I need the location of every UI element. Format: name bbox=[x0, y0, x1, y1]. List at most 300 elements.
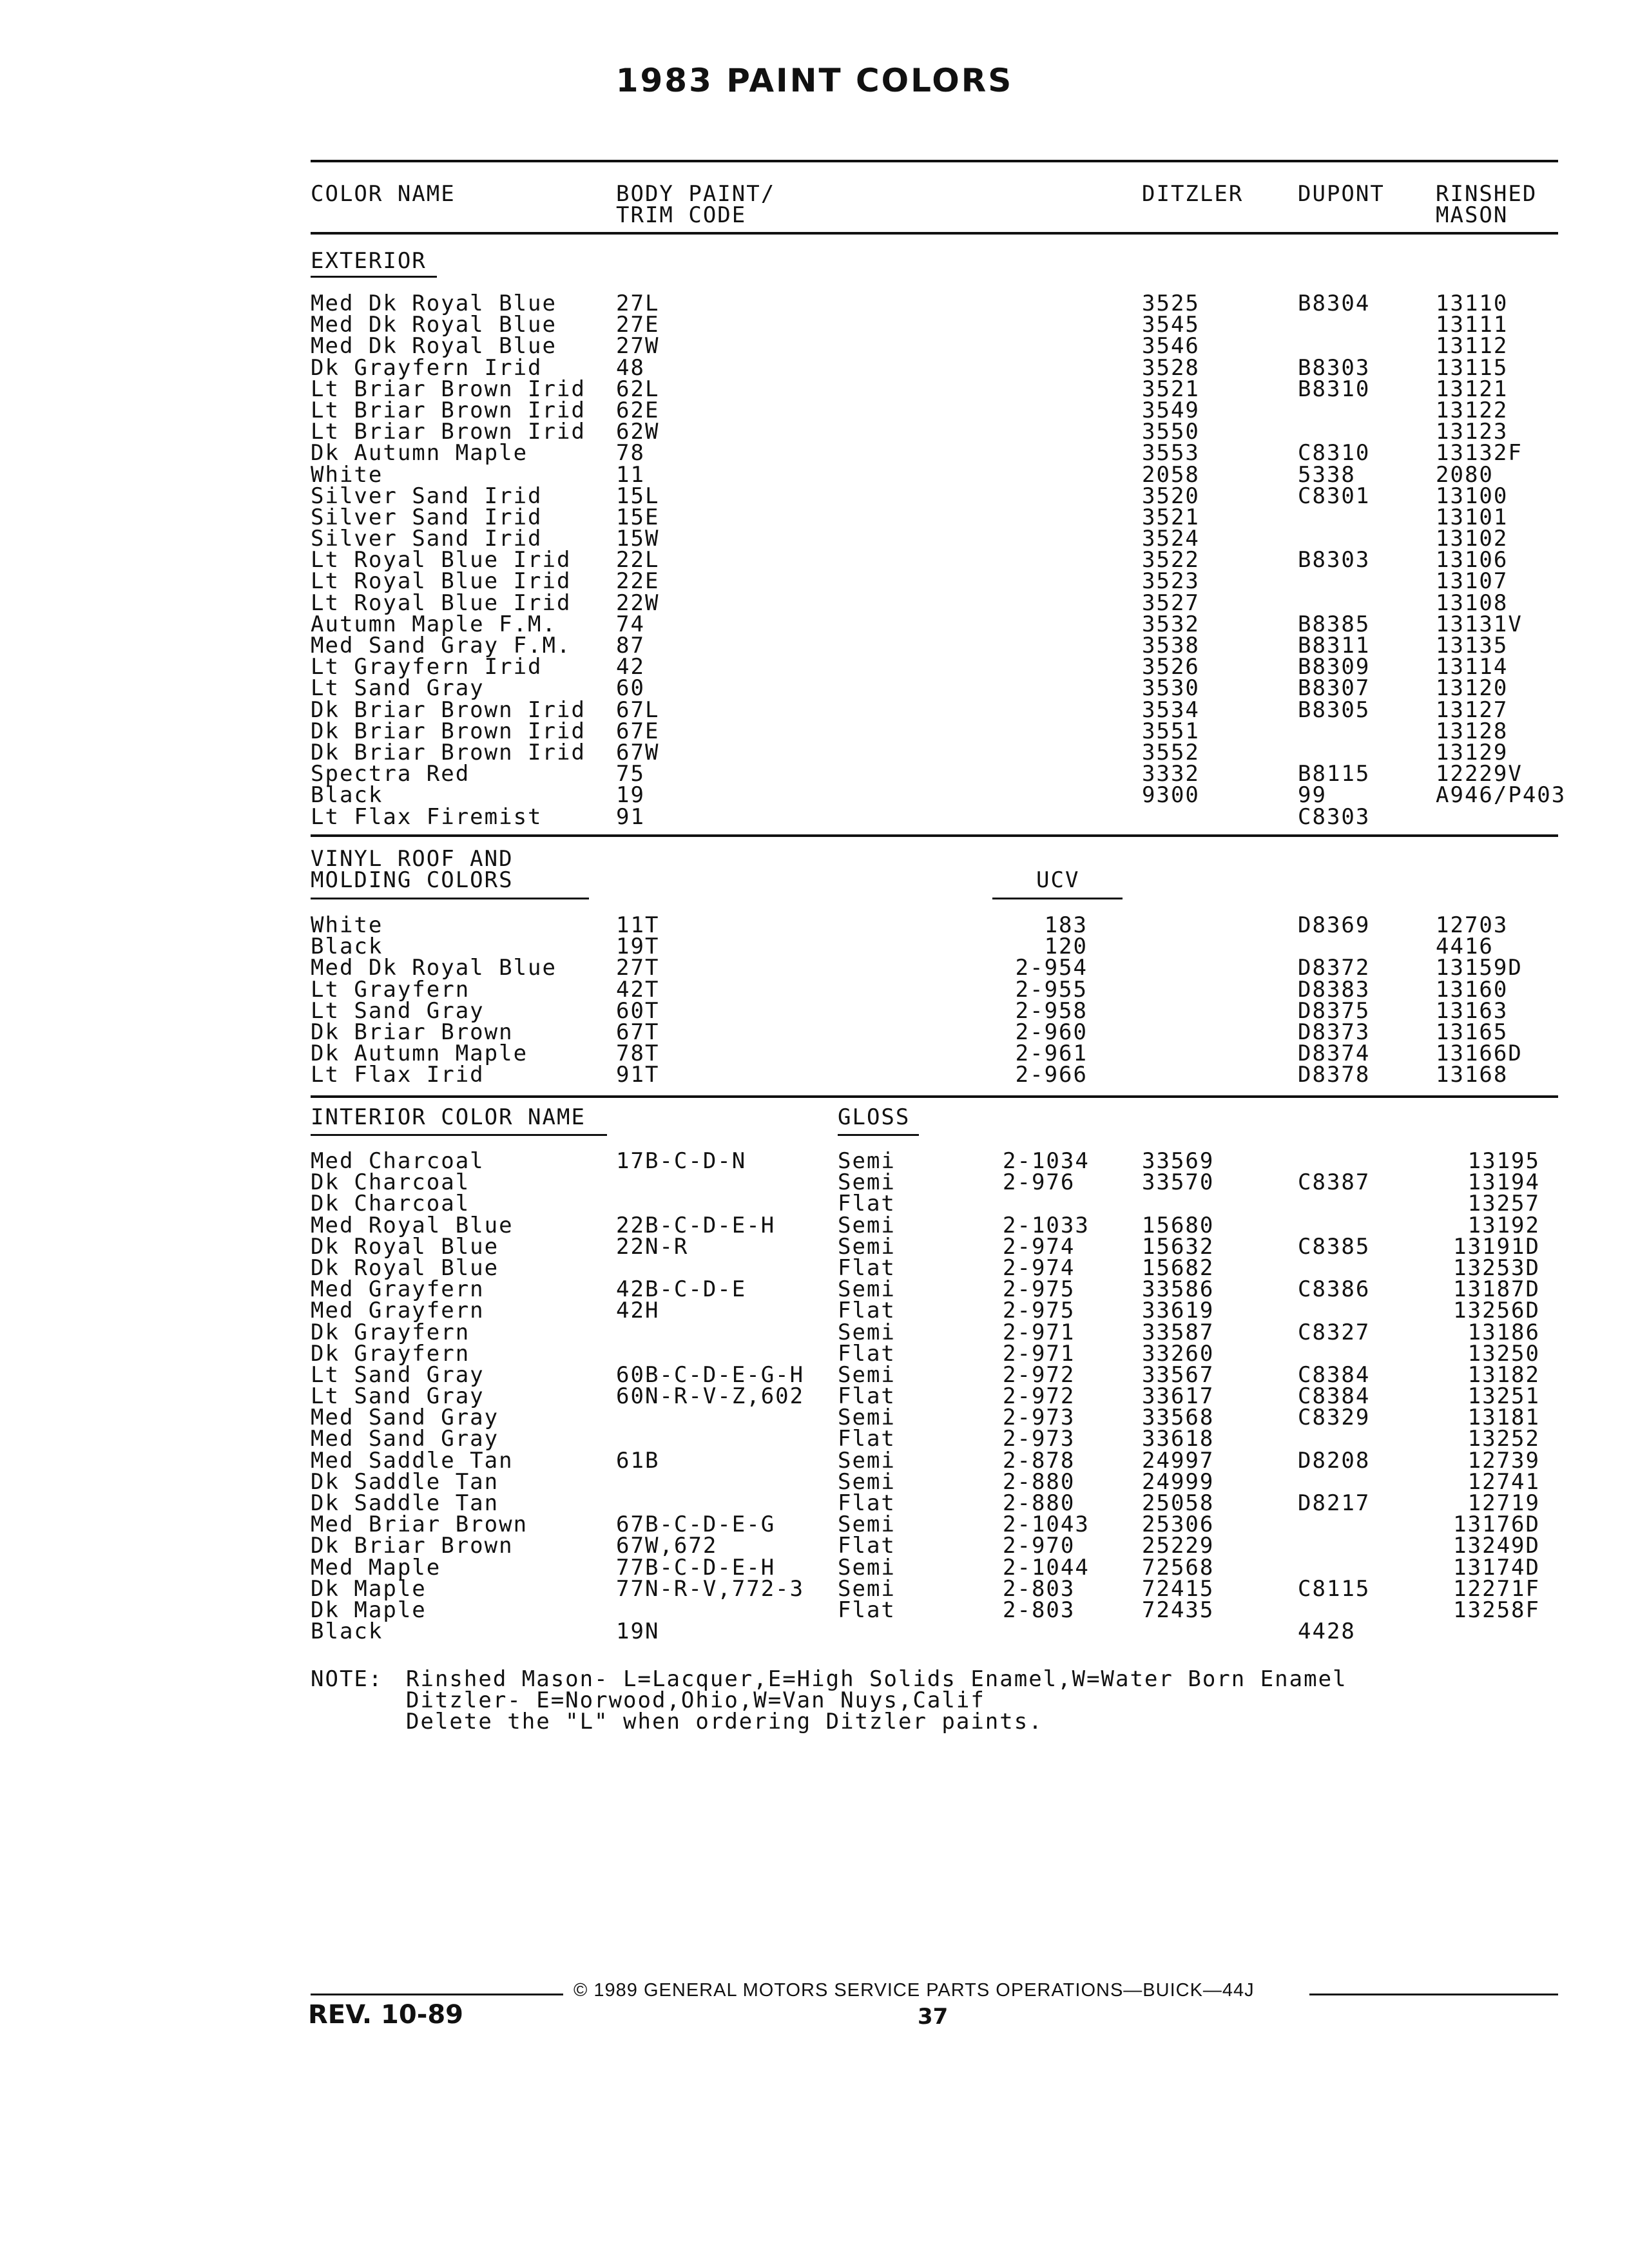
trim-code-cell: 17B-C-D-N bbox=[616, 1148, 747, 1174]
ditzler-cell: 33586 bbox=[1142, 1276, 1215, 1303]
ucv-cell: 2-961 bbox=[1015, 1041, 1088, 1067]
color-name-cell: Med Dk Royal Blue bbox=[311, 312, 557, 338]
dupont-cell: 5338 bbox=[1298, 461, 1356, 488]
exterior-row bbox=[0, 440, 1629, 466]
color-name-cell: Lt Briar Brown Irid bbox=[311, 397, 586, 423]
ditzler-cell: 15682 bbox=[1142, 1254, 1215, 1281]
paint-code-cell: 62E bbox=[616, 397, 660, 423]
ditzler-cell: 33260 bbox=[1142, 1340, 1215, 1367]
rinshed-mason-cell: A946/P403 bbox=[1436, 782, 1566, 809]
ucv-cell: 2-1044 bbox=[1003, 1554, 1090, 1581]
rinshed-mason-cell: 13192 bbox=[1467, 1212, 1540, 1238]
ucv-cell: 183 bbox=[1044, 912, 1088, 938]
gloss-cell: Semi bbox=[838, 1276, 896, 1303]
trim-code-cell: 42B-C-D-E bbox=[616, 1276, 747, 1303]
rinshed-mason-cell: 13253D bbox=[1453, 1254, 1540, 1281]
exterior-table bbox=[0, 293, 1629, 828]
ucv-cell: 2-975 bbox=[1003, 1298, 1075, 1324]
gloss-cell: Flat bbox=[838, 1298, 896, 1324]
color-name-cell: Med Dk Royal Blue bbox=[311, 955, 557, 981]
ucv-cell: 120 bbox=[1044, 934, 1088, 960]
color-name-cell: Dk Briar Brown Irid bbox=[311, 718, 586, 744]
ucv-cell: 2-966 bbox=[1015, 1062, 1088, 1088]
ucv-cell: 2-976 bbox=[1003, 1169, 1075, 1196]
rinshed-mason-cell: 13106 bbox=[1436, 547, 1509, 573]
interior-row bbox=[0, 1169, 1629, 1196]
dupont-cell: C8386 bbox=[1298, 1276, 1371, 1303]
paint-code-cell: 22W bbox=[616, 590, 660, 616]
ditzler-cell: 3532 bbox=[1142, 611, 1200, 637]
ditzler-cell: 33567 bbox=[1142, 1361, 1215, 1388]
rinshed-mason-cell: 13166D bbox=[1436, 1041, 1523, 1067]
paint-code-cell: 75 bbox=[616, 761, 645, 787]
trim-code-cell: 91T bbox=[616, 1062, 660, 1088]
rinshed-mason-cell: 12739 bbox=[1467, 1447, 1540, 1474]
dupont-cell: D8217 bbox=[1298, 1490, 1371, 1516]
vinyl-row bbox=[0, 912, 1629, 938]
vinyl-row bbox=[0, 957, 1629, 979]
ditzler-cell: 3332 bbox=[1142, 761, 1200, 787]
trim-code-cell: 60B-C-D-E-G-H bbox=[616, 1361, 805, 1388]
gloss-cell: Semi bbox=[838, 1233, 896, 1260]
color-name-cell: Dk Saddle Tan bbox=[311, 1468, 499, 1495]
dupont-cell: C8303 bbox=[1298, 803, 1371, 830]
rinshed-mason-cell: 13181 bbox=[1467, 1405, 1540, 1431]
ucv-cell: 2-1034 bbox=[1003, 1148, 1090, 1174]
exterior-row bbox=[0, 293, 1629, 314]
trim-code-cell: 77N-R-V,772-3 bbox=[616, 1575, 805, 1602]
ditzler-cell: 25229 bbox=[1142, 1533, 1215, 1559]
color-name-cell: Med Sand Gray bbox=[311, 1405, 499, 1431]
ditzler-cell: 24997 bbox=[1142, 1447, 1215, 1474]
color-name-cell: Med Sand Gray F.M. bbox=[311, 633, 572, 658]
ucv-cell: 2-972 bbox=[1003, 1361, 1075, 1388]
gloss-cell: Flat bbox=[838, 1383, 896, 1410]
trim-code-cell: 78T bbox=[616, 1041, 660, 1067]
exterior-row bbox=[0, 483, 1629, 509]
rinshed-mason-cell: 13135 bbox=[1436, 633, 1509, 658]
interior-row bbox=[0, 1254, 1629, 1281]
color-name-cell: Med Grayfern bbox=[311, 1298, 485, 1324]
dupont-cell: 99 bbox=[1298, 782, 1327, 809]
gloss-cell: Semi bbox=[838, 1319, 896, 1345]
dupont-cell: D8375 bbox=[1298, 997, 1371, 1024]
ditzler-cell: 3526 bbox=[1142, 654, 1200, 680]
paint-code-cell: 15L bbox=[616, 483, 660, 509]
color-name-cell: Med Saddle Tan bbox=[311, 1447, 514, 1474]
dupont-cell: C8301 bbox=[1298, 483, 1371, 509]
ditzler-cell: 2058 bbox=[1142, 461, 1200, 488]
header-mason: MASON bbox=[1436, 202, 1509, 228]
color-name-cell: Dk Grayfern bbox=[311, 1319, 470, 1345]
trim-code-cell: 61B bbox=[616, 1447, 660, 1474]
interior-row bbox=[0, 1490, 1629, 1516]
exterior-row bbox=[0, 504, 1629, 530]
color-name-cell: Lt Grayfern bbox=[311, 976, 470, 1003]
rinshed-mason-cell: 12229V bbox=[1436, 761, 1523, 787]
exterior-row bbox=[0, 782, 1629, 809]
gloss-cell: Flat bbox=[838, 1533, 896, 1559]
exterior-row bbox=[0, 314, 1629, 336]
ucv-cell: 2-880 bbox=[1003, 1468, 1075, 1495]
ucv-cell: 2-958 bbox=[1015, 997, 1088, 1024]
ditzler-cell: 3538 bbox=[1142, 633, 1200, 658]
interior-row bbox=[0, 1148, 1629, 1174]
ditzler-cell: 33568 bbox=[1142, 1405, 1215, 1431]
trim-code-cell: 27T bbox=[616, 955, 660, 981]
vinyl-row bbox=[0, 997, 1629, 1024]
color-name-cell: Dk Grayfern bbox=[311, 1340, 470, 1367]
rinshed-mason-cell: 13108 bbox=[1436, 590, 1509, 616]
section-vinyl-label-1: VINYL ROOF AND bbox=[311, 846, 514, 872]
color-name-cell: White bbox=[311, 912, 383, 938]
page-number: 37 bbox=[918, 2004, 949, 2030]
interior-row bbox=[0, 1340, 1629, 1367]
gloss-cell: Semi bbox=[838, 1575, 896, 1602]
vinyl-label-underline bbox=[311, 898, 589, 899]
rinshed-mason-cell: 13110 bbox=[1436, 291, 1509, 316]
paint-code-cell: 60 bbox=[616, 675, 645, 702]
paint-code-cell: 78 bbox=[616, 440, 645, 466]
ucv-cell: 2-803 bbox=[1003, 1575, 1075, 1602]
rinshed-mason-cell: 13101 bbox=[1436, 504, 1509, 530]
exterior-row bbox=[0, 697, 1629, 723]
dupont-cell: D8369 bbox=[1298, 912, 1371, 938]
footer-copyright: © 1989 GENERAL MOTORS SERVICE PARTS OPERATIONS—BUICK—44J bbox=[574, 1980, 1255, 2001]
gloss-cell: Semi bbox=[838, 1169, 896, 1196]
trim-code-cell: 42H bbox=[616, 1298, 660, 1324]
color-name-cell: Silver Sand Irid bbox=[311, 483, 543, 509]
dupont-cell: C8385 bbox=[1298, 1233, 1371, 1260]
dupont-cell: D8373 bbox=[1298, 1019, 1371, 1045]
rinshed-mason-cell: 13160 bbox=[1436, 976, 1509, 1003]
color-name-cell: Dk Briar Brown bbox=[311, 1533, 514, 1559]
header-body-paint: BODY PAINT/ bbox=[616, 181, 776, 207]
color-name-cell: Dk Royal Blue bbox=[311, 1254, 499, 1281]
ditzler-cell: 3549 bbox=[1142, 397, 1200, 423]
color-name-cell: Lt Briar Brown Irid bbox=[311, 419, 586, 445]
header-bottom-rule bbox=[311, 232, 1558, 235]
paint-code-cell: 11 bbox=[616, 461, 645, 488]
paint-code-cell: 67E bbox=[616, 718, 660, 744]
rinshed-mason-cell: 13194 bbox=[1467, 1169, 1540, 1196]
dupont-cell: C8384 bbox=[1298, 1361, 1371, 1388]
dupont-cell: C8310 bbox=[1298, 440, 1371, 466]
ucv-underline bbox=[992, 898, 1123, 899]
interior-row bbox=[0, 1276, 1629, 1303]
interior-row bbox=[0, 1447, 1629, 1474]
ucv-label: UCV bbox=[1036, 867, 1080, 893]
color-name-cell: Black bbox=[311, 782, 383, 809]
rinshed-mason-cell: 13114 bbox=[1436, 654, 1509, 680]
page-title: 1983 PAINT COLORS bbox=[615, 62, 1014, 99]
color-name-cell: Dk Maple bbox=[311, 1575, 427, 1602]
ditzler-cell: 3552 bbox=[1142, 739, 1200, 765]
paint-code-cell: 22L bbox=[616, 547, 660, 573]
paint-code-cell: 15E bbox=[616, 504, 660, 530]
dupont-cell: B8303 bbox=[1298, 547, 1371, 573]
rinshed-mason-cell: 13186 bbox=[1467, 1319, 1540, 1345]
ditzler-cell: 72435 bbox=[1142, 1597, 1215, 1623]
color-name-cell: Autumn Maple F.M. bbox=[311, 611, 557, 637]
ucv-cell: 2-973 bbox=[1003, 1405, 1075, 1431]
trim-code-cell: 67W,672 bbox=[616, 1533, 718, 1559]
color-name-cell: Lt Sand Gray bbox=[311, 1383, 485, 1410]
gloss-label: GLOSS bbox=[838, 1104, 911, 1130]
vinyl-row bbox=[0, 1041, 1629, 1067]
note-prefix: NOTE: bbox=[311, 1666, 383, 1692]
dupont-cell: C8387 bbox=[1298, 1169, 1371, 1196]
interior-row bbox=[0, 1361, 1629, 1388]
ucv-cell: 2-955 bbox=[1015, 976, 1088, 1003]
dupont-cell: D8374 bbox=[1298, 1041, 1371, 1067]
vinyl-row bbox=[0, 976, 1629, 1003]
color-name-cell: Dk Royal Blue bbox=[311, 1233, 499, 1260]
dupont-cell: B8310 bbox=[1298, 376, 1371, 402]
color-name-cell: Med Royal Blue bbox=[311, 1212, 514, 1238]
color-name-cell: Med Briar Brown bbox=[311, 1512, 528, 1538]
rinshed-mason-cell: 13195 bbox=[1467, 1148, 1540, 1174]
exterior-row bbox=[0, 718, 1629, 744]
ditzler-cell: 3553 bbox=[1142, 440, 1200, 466]
ucv-cell: 2-973 bbox=[1003, 1426, 1075, 1452]
exterior-row bbox=[0, 376, 1629, 402]
interior-row bbox=[0, 1619, 1629, 1645]
dupont-cell: B8307 bbox=[1298, 675, 1371, 702]
ditzler-cell: 3528 bbox=[1142, 354, 1200, 381]
interior-row bbox=[0, 1428, 1629, 1450]
dupont-cell: B8385 bbox=[1298, 611, 1371, 637]
header-dupont: DUPONT bbox=[1298, 181, 1385, 207]
gloss-cell: Semi bbox=[838, 1361, 896, 1388]
gloss-cell: Semi bbox=[838, 1468, 896, 1495]
color-name-cell: Lt Flax Firemist bbox=[311, 803, 543, 830]
rinshed-mason-cell: 13131V bbox=[1436, 611, 1523, 637]
color-name-cell: Lt Grayfern Irid bbox=[311, 654, 543, 680]
exterior-row bbox=[0, 675, 1629, 702]
section-exterior-label: EXTERIOR bbox=[311, 248, 427, 274]
ditzler-cell: 72415 bbox=[1142, 1575, 1215, 1602]
ucv-cell: 2-971 bbox=[1003, 1340, 1075, 1367]
dupont-cell: D8383 bbox=[1298, 976, 1371, 1003]
ditzler-cell: 3534 bbox=[1142, 697, 1200, 723]
gloss-cell: Semi bbox=[838, 1447, 896, 1474]
ditzler-cell: 3545 bbox=[1142, 312, 1200, 338]
dupont-cell: B8115 bbox=[1298, 761, 1371, 787]
section-vinyl-label-2: MOLDING COLORS bbox=[311, 867, 514, 893]
exterior-row bbox=[0, 611, 1629, 637]
rinshed-mason-cell: 13102 bbox=[1436, 526, 1509, 552]
color-name-cell: Dk Maple bbox=[311, 1597, 427, 1623]
gloss-cell: Flat bbox=[838, 1597, 896, 1623]
trim-code-cell: 22B-C-D-E-H bbox=[616, 1212, 776, 1238]
rinshed-mason-cell: 13159D bbox=[1436, 955, 1523, 981]
gloss-cell: Semi bbox=[838, 1554, 896, 1581]
ucv-cell: 2-971 bbox=[1003, 1319, 1075, 1345]
rinshed-mason-cell: 13121 bbox=[1436, 376, 1509, 402]
rinshed-mason-cell: 13163 bbox=[1436, 997, 1509, 1024]
color-name-cell: Med Maple bbox=[311, 1554, 441, 1581]
header-ditzler: DITZLER bbox=[1142, 181, 1244, 207]
exterior-row bbox=[0, 761, 1629, 787]
rinshed-mason-cell: 13128 bbox=[1436, 718, 1509, 744]
exterior-row bbox=[0, 528, 1629, 550]
footer-rule-right bbox=[1309, 1994, 1558, 1995]
ucv-cell: 2-1043 bbox=[1003, 1512, 1090, 1538]
footer-rule-left bbox=[311, 1994, 563, 1995]
rinshed-mason-cell: 13176D bbox=[1453, 1512, 1540, 1538]
paint-code-cell: 62L bbox=[616, 376, 660, 402]
trim-code-cell: 22N-R bbox=[616, 1233, 689, 1260]
exterior-row bbox=[0, 333, 1629, 360]
ditzler-cell: 24999 bbox=[1142, 1468, 1215, 1495]
color-name-cell: Lt Royal Blue Irid bbox=[311, 547, 572, 573]
exterior-row bbox=[0, 397, 1629, 423]
paint-code-cell: 42 bbox=[616, 654, 645, 680]
rinshed-mason-cell: 13120 bbox=[1436, 675, 1509, 702]
exterior-row bbox=[0, 739, 1629, 765]
color-name-cell: Lt Sand Gray bbox=[311, 1361, 485, 1388]
paint-code-cell: 27E bbox=[616, 312, 660, 338]
interior-row bbox=[0, 1193, 1629, 1215]
ucv-cell: 2-975 bbox=[1003, 1276, 1075, 1303]
ucv-cell: 2-970 bbox=[1003, 1533, 1075, 1559]
color-name-cell: Silver Sand Irid bbox=[311, 504, 543, 530]
color-name-cell: Dk Briar Brown Irid bbox=[311, 697, 586, 723]
dupont-cell: D8208 bbox=[1298, 1447, 1371, 1474]
vinyl-row bbox=[0, 1019, 1629, 1045]
rinshed-mason-cell: 13129 bbox=[1436, 739, 1509, 765]
interior-row bbox=[0, 1405, 1629, 1431]
vinyl-row bbox=[0, 1064, 1629, 1086]
ditzler-cell: 3550 bbox=[1142, 419, 1200, 445]
exterior-label-underline bbox=[311, 276, 437, 278]
trim-code-cell: 77B-C-D-E-H bbox=[616, 1554, 776, 1581]
ditzler-cell: 3524 bbox=[1142, 526, 1200, 552]
header-top-rule bbox=[311, 160, 1558, 162]
ditzler-cell: 25306 bbox=[1142, 1512, 1215, 1538]
ditzler-cell: 9300 bbox=[1142, 782, 1200, 809]
vinyl-bottom-rule bbox=[311, 1095, 1558, 1098]
ditzler-cell: 33619 bbox=[1142, 1298, 1215, 1324]
gloss-cell: Semi bbox=[838, 1148, 896, 1174]
interior-row bbox=[0, 1512, 1629, 1538]
color-name-cell: Med Sand Gray bbox=[311, 1426, 499, 1452]
ucv-cell: 2-972 bbox=[1003, 1383, 1075, 1410]
rinshed-mason-cell: 12703 bbox=[1436, 912, 1509, 938]
ditzler-cell: 33587 bbox=[1142, 1319, 1215, 1345]
note-line-3: Delete the "L" when ordering Ditzler paints. bbox=[406, 1709, 1043, 1735]
color-name-cell: Black bbox=[311, 1619, 383, 1645]
dupont-cell: C8329 bbox=[1298, 1405, 1371, 1431]
dupont-cell: C8115 bbox=[1298, 1575, 1371, 1602]
rinshed-mason-cell: 13191D bbox=[1453, 1233, 1540, 1260]
ucv-cell: 2-880 bbox=[1003, 1490, 1075, 1516]
rinshed-mason-cell: 12741 bbox=[1467, 1468, 1540, 1495]
header-color-name: COLOR NAME bbox=[311, 181, 456, 207]
rinshed-mason-cell: 13249D bbox=[1453, 1533, 1540, 1559]
dupont-cell: B8309 bbox=[1298, 654, 1371, 680]
interior-row bbox=[0, 1233, 1629, 1260]
rinshed-mason-cell: 13107 bbox=[1436, 568, 1509, 595]
rinshed-mason-cell: 13165 bbox=[1436, 1019, 1509, 1045]
ditzler-cell: 3551 bbox=[1142, 718, 1200, 744]
exterior-bottom-rule bbox=[311, 834, 1558, 837]
color-name-cell: Med Dk Royal Blue bbox=[311, 333, 557, 360]
dupont-cell: C8384 bbox=[1298, 1383, 1371, 1410]
exterior-row bbox=[0, 568, 1629, 595]
dupont-cell: B8304 bbox=[1298, 291, 1371, 316]
paint-code-cell: 27W bbox=[616, 333, 660, 360]
exterior-row bbox=[0, 461, 1629, 488]
color-name-cell: Lt Royal Blue Irid bbox=[311, 590, 572, 616]
paint-code-cell: 67W bbox=[616, 739, 660, 765]
ditzler-cell: 3527 bbox=[1142, 590, 1200, 616]
trim-code-cell: 67B-C-D-E-G bbox=[616, 1512, 776, 1538]
color-name-cell: Med Grayfern bbox=[311, 1276, 485, 1303]
ditzler-cell: 72568 bbox=[1142, 1554, 1215, 1581]
gloss-cell: Semi bbox=[838, 1512, 896, 1538]
color-name-cell: Spectra Red bbox=[311, 761, 470, 787]
color-name-cell: Dk Saddle Tan bbox=[311, 1490, 499, 1516]
exterior-row bbox=[0, 635, 1629, 657]
rinshed-mason-cell: 13182 bbox=[1467, 1361, 1540, 1388]
rinshed-mason-cell: 13122 bbox=[1436, 397, 1509, 423]
exterior-row bbox=[0, 590, 1629, 616]
interior-row bbox=[0, 1554, 1629, 1581]
dupont-cell: B8305 bbox=[1298, 697, 1371, 723]
rinshed-mason-cell: 13127 bbox=[1436, 697, 1509, 723]
dupont-cell: B8303 bbox=[1298, 354, 1371, 381]
interior-row bbox=[0, 1212, 1629, 1238]
color-name-cell: Dk Autumn Maple bbox=[311, 440, 528, 466]
color-name-cell: Lt Sand Gray bbox=[311, 675, 485, 702]
rinshed-mason-cell: 13123 bbox=[1436, 419, 1509, 445]
ditzler-cell: 3530 bbox=[1142, 675, 1200, 702]
rinshed-mason-cell: 13132F bbox=[1436, 440, 1523, 466]
color-name-cell: Dk Charcoal bbox=[311, 1191, 470, 1217]
rinshed-mason-cell: 13256D bbox=[1453, 1298, 1540, 1324]
header-rinshed: RINSHED bbox=[1436, 181, 1537, 207]
vinyl-table bbox=[0, 912, 1629, 1088]
ditzler-cell: 15680 bbox=[1142, 1212, 1215, 1238]
color-name-cell: White bbox=[311, 461, 383, 488]
ucv-cell: 2-974 bbox=[1003, 1254, 1075, 1281]
gloss-cell: Semi bbox=[838, 1212, 896, 1238]
gloss-cell: Semi bbox=[838, 1405, 896, 1431]
rinshed-mason-cell: 13250 bbox=[1467, 1340, 1540, 1367]
header-trim-code: TRIM CODE bbox=[616, 202, 747, 228]
rinshed-mason-cell: 13111 bbox=[1436, 312, 1509, 338]
gloss-cell: Flat bbox=[838, 1490, 896, 1516]
trim-code-cell: 60T bbox=[616, 997, 660, 1024]
ditzler-cell: 3520 bbox=[1142, 483, 1200, 509]
ditzler-cell: 3546 bbox=[1142, 333, 1200, 360]
exterior-row bbox=[0, 803, 1629, 830]
color-name-cell: Med Charcoal bbox=[311, 1148, 485, 1174]
gloss-cell: Flat bbox=[838, 1340, 896, 1367]
paint-code-cell: 15W bbox=[616, 526, 660, 552]
rinshed-mason-cell: 13258F bbox=[1453, 1597, 1540, 1623]
gloss-underline bbox=[838, 1134, 919, 1136]
color-name-cell: Dk Grayfern Irid bbox=[311, 354, 543, 381]
revision-label: REV. 10-89 bbox=[308, 2000, 463, 2030]
interior-row bbox=[0, 1575, 1629, 1602]
ditzler-cell: 15632 bbox=[1142, 1233, 1215, 1260]
paint-code-cell: 19 bbox=[616, 782, 645, 809]
rinshed-mason-cell: 12271F bbox=[1453, 1575, 1540, 1602]
trim-code-cell: 11T bbox=[616, 912, 660, 938]
